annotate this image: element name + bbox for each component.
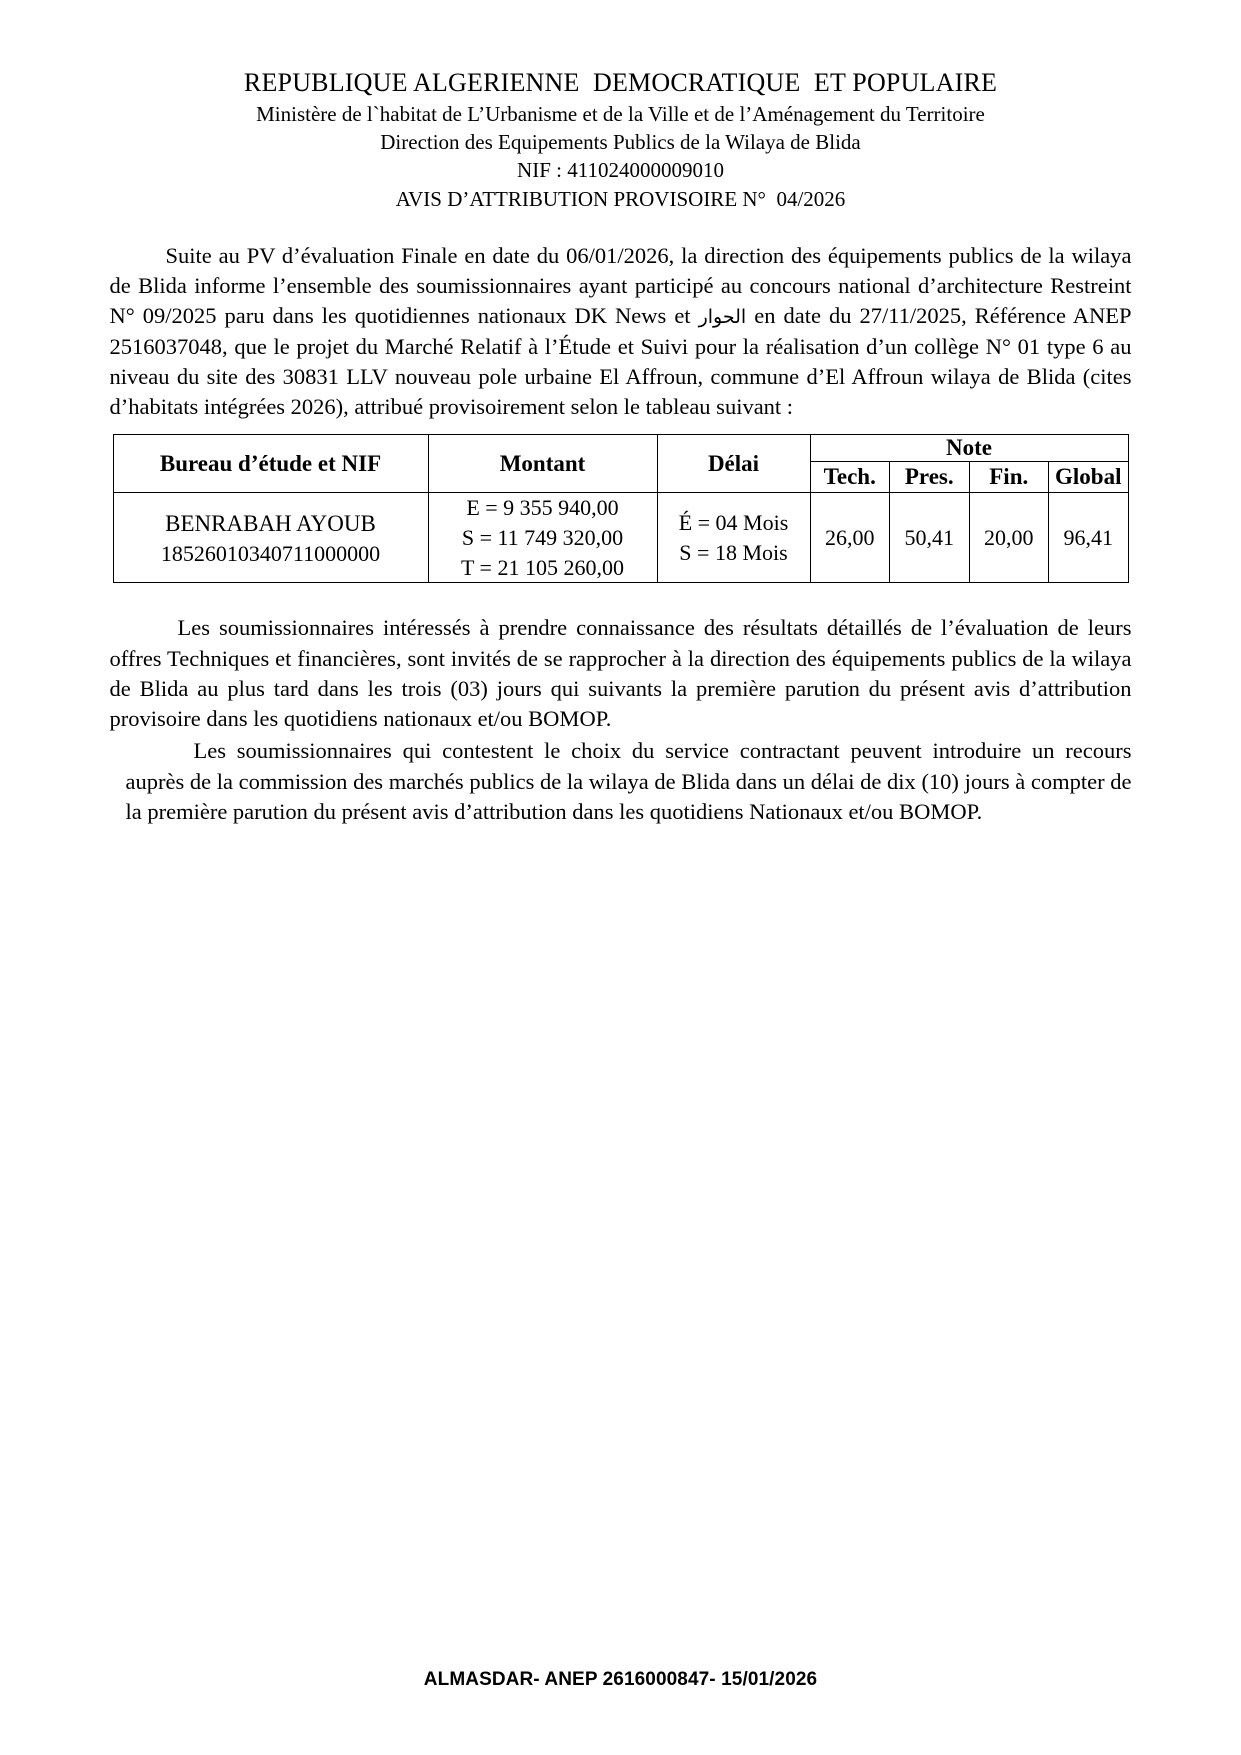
header-nif: NIF : 411024000009010 [517, 158, 724, 183]
table-row [113, 493, 1128, 583]
header-republic: REPUBLIQUE ALGERIENNE DEMOCRATIQUE ET POPULAIRE [243, 68, 998, 97]
column-header-delai: Délai [657, 435, 810, 493]
cell-montant [428, 493, 657, 583]
intro-text-part2: en date du 27/11/2025, Référence ANEP 2516037048, que le projet du Marché Relatif à l’Étude et Suivi pour la réalisation d’un collège N° 01 type 6 au niveau du site des 30831 LLV nouveau pole urbaine El Affroun, commune d’El Affroun wilaya de Blida (cites d’habitats intégrées 2026), attribué provisoirement selon le tableau suivant : [109, 303, 1132, 420]
delai-etude: É = 04 Mois [678, 510, 789, 536]
intro-paragraph [110, 241, 1132, 423]
cell-note-pres: 50,41 [890, 493, 970, 583]
paragraph-appeal: Les soumissionnaires qui contestent le choix du service contractant peuvent introduire un recours auprès de la commission des marchés publics de la wilaya de Blida dans un délai de dix (10) jours à compter de la première parution du présent avis d’attribution dans les quotidiens Nationaux et/ou BOMOP. [125, 738, 1132, 824]
award-table-head [113, 435, 1128, 493]
column-header-pres: Pres. [890, 462, 970, 493]
header-ministry: Ministère de l`habitat de L’Urbanisme et de la Ville et de l’Aménagement du Territoire [256, 101, 985, 126]
bureau-nif: 18526010340711000000 [160, 540, 381, 566]
header-notice-title: AVIS D’ATTRIBUTION PROVISOIRE N° 04/2026 [395, 186, 846, 211]
paragraph-results-access: Les soumissionnaires intéressés à prendre connaissance des résultats détaillés de l’évaluation de leurs offres Techniques et financières, sont invités de se rapprocher à la direction des équipements publics de la wilaya de Blida au plus tard dans les trois (03) jours qui suivants la première parution du présent avis d’attribution provisoire dans les quotidiens nationaux et/ou BOMOP. [109, 615, 1132, 732]
montant-etude: E = 9 355 940,00 [466, 495, 619, 521]
cell-note-global: 96,41 [1049, 493, 1129, 583]
cell-note-fin: 20,00 [969, 493, 1049, 583]
cell-bureau [113, 493, 428, 583]
column-header-tech: Tech. [810, 462, 890, 493]
table-header-row-top [113, 435, 1128, 462]
column-header-note: Note [810, 435, 1128, 462]
column-header-global: Global [1049, 462, 1129, 493]
montant-suivi: S = 11 749 320,00 [461, 525, 624, 551]
header-direction: Direction des Equipements Publics de la Wilaya de Blida [380, 129, 861, 154]
cell-delai [657, 493, 810, 583]
column-header-bureau: Bureau d’étude et NIF [113, 435, 428, 493]
bureau-name: BENRABAH AYOUB [165, 510, 376, 536]
intro-text-part1: Suite au PV d’évaluation Finale en date du 06/01/2026, la direction des équipements publics de la wilaya de Blida informe l’ensemble des soumissionnaires ayant participé au concours national d’architecture Restreint N° 09/2025 paru dans les quotidiennes nationaux DK News et [109, 242, 1132, 329]
award-table [113, 434, 1129, 583]
award-table-body [113, 493, 1128, 583]
cell-note-tech: 26,00 [810, 493, 890, 583]
document-body [110, 241, 1132, 827]
column-header-montant: Montant [428, 435, 657, 493]
montant-total: T = 21 105 260,00 [461, 554, 624, 580]
delai-suivi: S = 18 Mois [679, 539, 788, 565]
column-header-fin: Fin. [969, 462, 1049, 493]
document-footer: ALMASDAR- ANEP 2616000847- 15/01/2026 [423, 1669, 818, 1690]
arabic-newspaper-name: الحوار [698, 306, 747, 329]
document-header [0, 68, 1241, 213]
